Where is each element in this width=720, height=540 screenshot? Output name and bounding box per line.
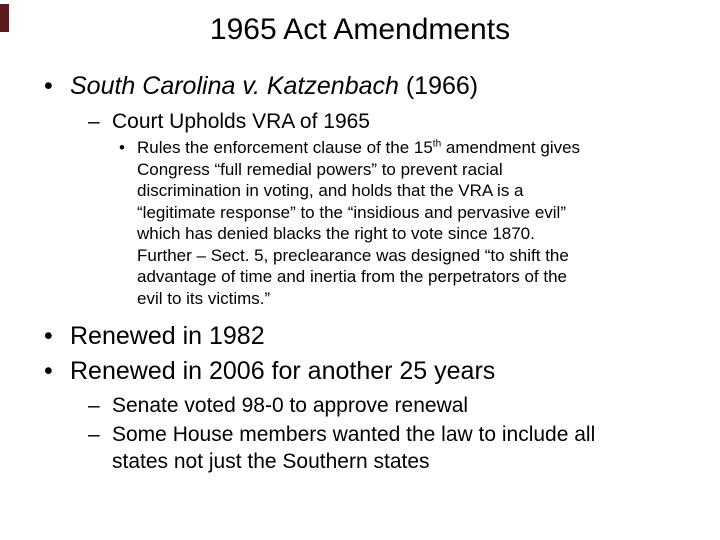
house-line-1: Some House members wanted the law to include all (112, 423, 596, 446)
slide-title: 1965 Act Amendments (209, 13, 511, 46)
detail-line-2: Congress “full remedial powers” to prevent racial (137, 159, 503, 179)
sub-bullet-court-upholds (0, 108, 720, 135)
bullet-icon: • (44, 357, 53, 385)
ordinal-superscript: th (432, 138, 442, 150)
bullet-icon: • (44, 322, 53, 350)
sub-bullet-house-members (0, 421, 720, 475)
small-bullet-icon: • (119, 138, 125, 157)
sub-bullet-senate-vote-text: Senate voted 98-0 to approve renewal (112, 394, 469, 417)
dash-icon: – (88, 394, 100, 417)
detail-bullet-ruling-text (137, 137, 580, 309)
detail-line-1 (137, 137, 580, 159)
detail-line-6: Further – Sect. 5, preclearance was designed “to shift the (137, 245, 569, 265)
sub-bullet-court-upholds-text: Court Upholds VRA of 1965 (112, 110, 370, 133)
bullet-renewed-2006-text: Renewed in 2006 for another 25 years (70, 357, 496, 385)
detail-line-1-post: amendment gives (441, 138, 581, 157)
detail-line-7: advantage of time and inertia from the perpetrators of the (137, 267, 567, 286)
detail-line-3: discrimination in voting, and holds that the VRA is a (137, 181, 524, 200)
sub-bullet-house-members-text (112, 421, 595, 475)
bullet-katzenbach (0, 70, 720, 103)
bullet-katzenbach-text (70, 70, 478, 103)
dash-icon: – (88, 110, 100, 133)
detail-line-5: which has denied blacks the right to vote since 1870. (137, 224, 535, 243)
bullet-icon: • (44, 72, 53, 100)
dash-icon: – (88, 423, 100, 446)
house-line-2: states not just the Southern states (112, 450, 430, 473)
corner-accent-bar (0, 4, 9, 32)
bullet-renewed-1982 (0, 320, 720, 353)
bullet-renewed-1982-text: Renewed in 1982 (70, 322, 265, 350)
case-name: South Carolina v. Katzenbach (70, 72, 399, 100)
detail-line-1-pre: Rules the enforcement clause of the 15 (137, 138, 433, 157)
detail-line-4: “legitimate response” to the “insidious and pervasive evil” (137, 202, 566, 222)
sub-bullet-senate-vote (0, 392, 720, 419)
detail-line-8: evil to its victims.” (137, 288, 271, 308)
bullet-renewed-2006 (0, 355, 720, 388)
detail-bullet-ruling (0, 137, 720, 309)
case-year: (1966) (398, 72, 479, 100)
